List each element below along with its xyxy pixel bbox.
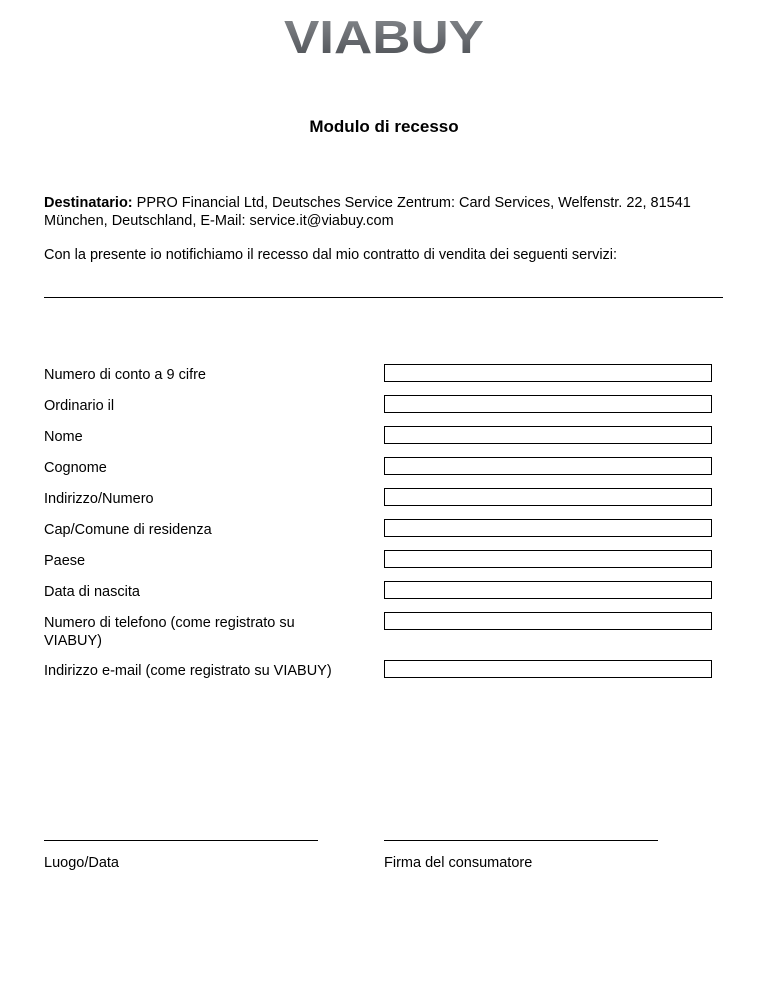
last-name-field[interactable] <box>384 457 712 475</box>
field-label-birth-date: Data di nascita <box>44 584 140 600</box>
birth-date-field[interactable] <box>384 581 712 599</box>
field-label-account-number: Numero di conto a 9 cifre <box>44 367 206 383</box>
place-date-label: Luogo/Data <box>44 855 119 871</box>
field-label-first-name: Nome <box>44 429 83 445</box>
recipient-label: Destinatario: <box>44 195 133 211</box>
withdrawal-statement: Con la presente io notifichiamo il recesso dal mio contratto di vendita dei seguenti servizi: <box>44 247 618 263</box>
viabuy-logo <box>282 16 486 56</box>
field-label-ordered-on: Ordinario il <box>44 398 115 414</box>
signature-line[interactable] <box>384 840 658 841</box>
field-label-country: Paese <box>44 553 86 569</box>
ordered-on-field[interactable] <box>384 395 712 413</box>
address-field[interactable] <box>384 488 712 506</box>
field-label-address: Indirizzo/Numero <box>44 491 154 507</box>
place-date-line[interactable] <box>44 840 318 841</box>
consumer-signature-label: Firma del consumatore <box>384 855 533 871</box>
country-field[interactable] <box>384 550 712 568</box>
field-label-postcode-city: Cap/Comune di residenza <box>44 522 212 538</box>
account-number-field[interactable] <box>384 364 712 382</box>
first-name-field[interactable] <box>384 426 712 444</box>
svg-text:VIABUY: VIABUY <box>284 16 484 56</box>
field-label-email: Indirizzo e-mail (come registrato su VIABUY) <box>44 663 332 679</box>
recipient-block <box>44 194 734 230</box>
field-label-phone: Numero di telefono (come registrato su VIABUY) <box>44 615 295 649</box>
services-line[interactable] <box>44 297 723 298</box>
phone-field[interactable] <box>384 612 712 630</box>
recipient-text: PPRO Financial Ltd, Deutsches Service Zentrum: Card Services, Welfenstr. 22, 81541 München, Deutschland, E-Mail: service.it@viabuy.com <box>44 195 691 229</box>
email-field[interactable] <box>384 660 712 678</box>
field-label-last-name: Cognome <box>44 460 107 476</box>
postcode-city-field[interactable] <box>384 519 712 537</box>
form-title: Modulo di recesso <box>309 117 459 136</box>
